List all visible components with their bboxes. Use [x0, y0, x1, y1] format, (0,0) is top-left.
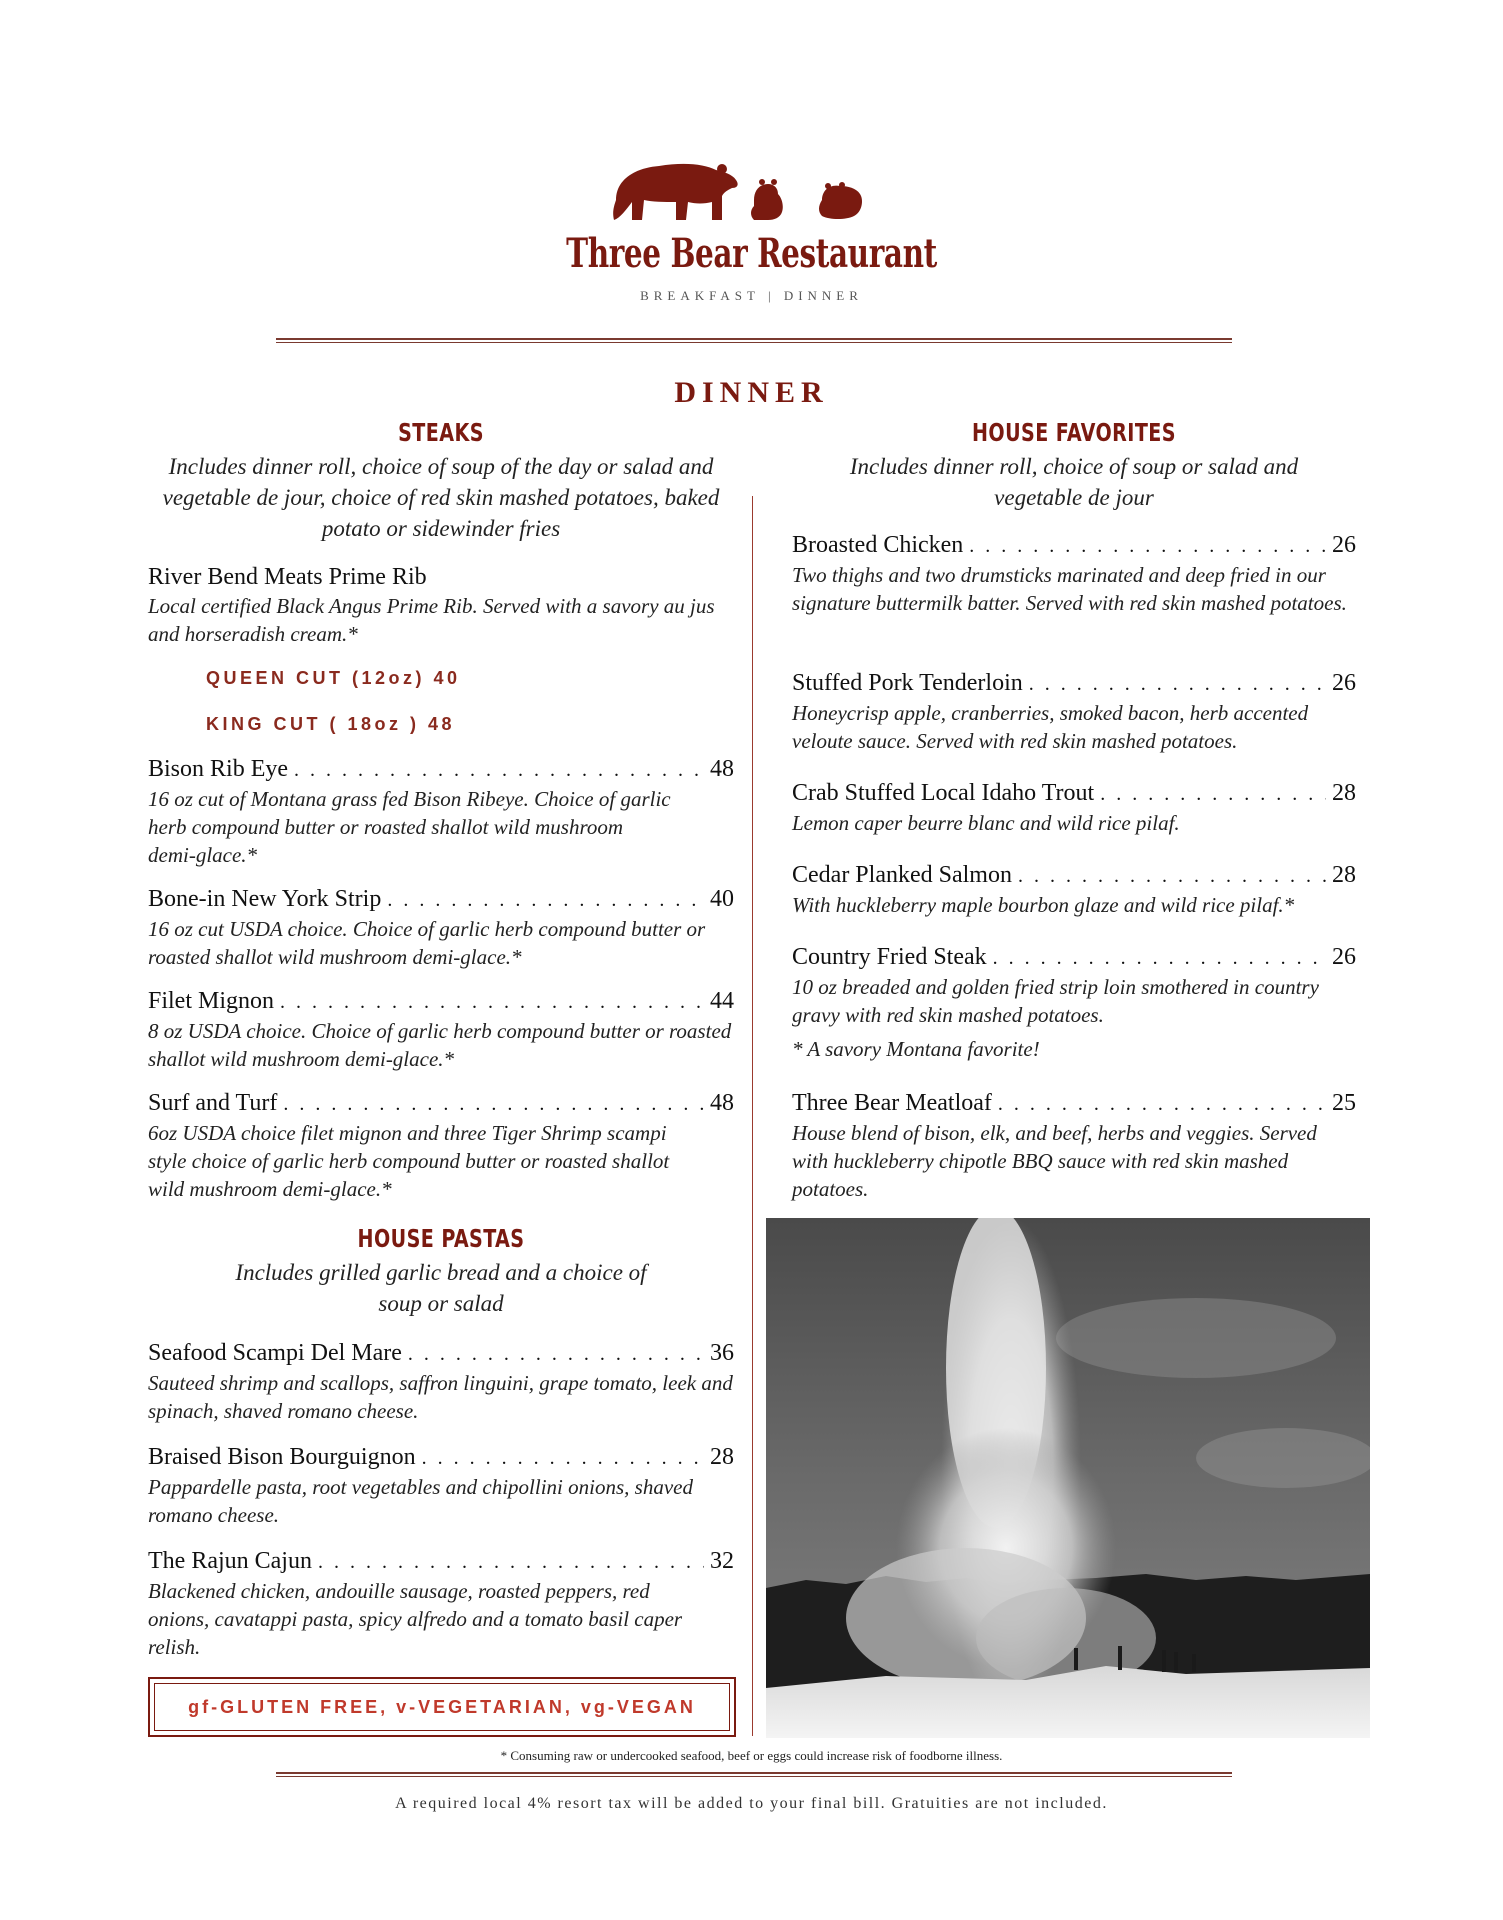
leader-dots	[280, 987, 704, 1017]
item-price: 48	[710, 756, 734, 782]
item-description: Local certified Black Angus Prime Rib. Served with a savory au jus and horseradish cream.*	[148, 594, 715, 646]
leader-dots	[422, 1443, 704, 1473]
item-price: 28	[710, 1444, 734, 1470]
item-note: * A savory Montana favorite!	[792, 1037, 1040, 1061]
leader-dots	[318, 1547, 704, 1577]
menu-item	[148, 1338, 734, 1425]
menu-item	[792, 778, 1356, 837]
column-divider	[752, 496, 753, 1736]
item-price: 25	[1332, 1090, 1356, 1116]
item-description: House blend of bison, elk, and beef, herbs and veggies. Served with huckleberry chipotle BBQ sauce with red skin mashed potatoes.	[792, 1121, 1317, 1201]
favorites-description: Includes dinner roll, choice of soup or salad and vegetable de jour	[849, 454, 1299, 510]
menu-item	[148, 1088, 734, 1203]
king-cut-option: KING CUT ( 18oz ) 48	[206, 714, 456, 734]
restaurant-name: Three Bear Restaurant	[566, 230, 937, 277]
three-bears-icon	[604, 140, 904, 240]
item-price: 28	[1332, 780, 1356, 806]
item-name: Bison Rib Eye	[148, 756, 289, 782]
menu-item-prime-rib	[148, 562, 734, 648]
item-name: River Bend Meats Prime Rib	[148, 564, 427, 590]
footer-divider	[276, 1772, 1232, 1774]
item-name: Braised Bison Bourguignon	[148, 1444, 416, 1470]
leader-dots	[1100, 779, 1326, 809]
steaks-title: STEAKS	[398, 418, 484, 447]
steaks-header	[148, 418, 734, 544]
dietary-key: gf-GLUTEN FREE, v-VEGETARIAN, vg-VEGAN	[154, 1683, 730, 1731]
item-price: 32	[710, 1548, 734, 1574]
menu-item	[148, 986, 734, 1073]
menu-item	[792, 942, 1356, 1063]
item-name: Surf and Turf	[148, 1090, 278, 1116]
item-price: 26	[1332, 532, 1356, 558]
item-name: Bone-in New York Strip	[148, 886, 382, 912]
item-price: 36	[710, 1340, 734, 1366]
item-price: 26	[1332, 944, 1356, 970]
tax-note: A required local 4% resort tax will be added to your final bill. Gratuities are not included.	[395, 1795, 1108, 1812]
item-description: Blackened chicken, andouille sausage, roasted peppers, red onions, cavatappi pasta, spicy alfredo and a tomato basil caper relish.	[148, 1579, 683, 1659]
geyser-photo	[766, 1218, 1370, 1738]
leader-dots	[969, 531, 1326, 561]
item-price: 40	[710, 886, 734, 912]
item-description: 16 oz cut USDA choice. Choice of garlic herb compound butter or roasted shallot wild mushroom demi-glace.*	[148, 917, 706, 969]
menu-item	[792, 860, 1356, 919]
right-column	[792, 418, 1356, 1218]
steaks-description: Includes dinner roll, choice of soup of the day or salad and vegetable de jour, choice of red skin mashed potatoes, baked potato or sidewinder fries	[162, 454, 720, 541]
favorites-header	[792, 418, 1356, 513]
leader-dots	[1018, 861, 1326, 891]
item-price: 28	[1332, 862, 1356, 888]
menu-title: DINNER	[674, 376, 829, 409]
item-description: 6oz USDA choice filet mignon and three Tiger Shrimp scampi style choice of garlic herb compound butter or roasted shallot wild mushroom demi-glace.*	[148, 1121, 670, 1201]
menu-item	[148, 754, 734, 869]
leader-dots	[993, 943, 1326, 973]
leader-dots	[294, 755, 704, 785]
dietary-key-box	[148, 1677, 736, 1737]
item-name: Stuffed Pork Tenderloin	[792, 670, 1023, 696]
item-price: 48	[710, 1090, 734, 1116]
item-name: Crab Stuffed Local Idaho Trout	[792, 780, 1095, 806]
item-name: Broasted Chicken	[792, 532, 964, 558]
item-description: Two thighs and two drumsticks marinated and deep fried in our signature buttermilk batter. Served with red skin mashed potatoes.	[792, 563, 1347, 615]
favorites-title: HOUSE FAVORITES	[972, 418, 1176, 447]
item-description: 10 oz breaded and golden fried strip loin smothered in country gravy with red skin mashed potatoes.	[792, 975, 1319, 1027]
item-price: 26	[1332, 670, 1356, 696]
menu-item	[148, 884, 734, 971]
menu-item	[148, 1546, 734, 1661]
item-description: With huckleberry maple bourbon glaze and wild rice pilaf.*	[792, 893, 1295, 917]
item-name: Country Fried Steak	[792, 944, 987, 970]
item-description: Pappardelle pasta, root vegetables and chipollini onions, shaved romano cheese.	[148, 1475, 693, 1527]
menu-item	[148, 1442, 734, 1529]
item-description: 16 oz cut of Montana grass fed Bison Ribeye. Choice of garlic herb compound butter or roasted shallot wild mushroom demi-glace.*	[148, 787, 671, 867]
leader-dots	[1029, 669, 1326, 699]
pastas-description: Includes grilled garlic bread and a choice of soup or salad	[235, 1260, 647, 1316]
leader-dots	[387, 885, 704, 915]
pastas-title: HOUSE PASTAS	[357, 1224, 525, 1253]
item-name: Cedar Planked Salmon	[792, 862, 1012, 888]
food-safety-warning: * Consuming raw or undercooked seafood, beef or eggs could increase risk of foodborne illness.	[500, 1748, 1003, 1763]
leader-dots	[998, 1089, 1326, 1119]
item-description: Lemon caper beurre blanc and wild rice pilaf.	[792, 811, 1180, 835]
leader-dots	[408, 1339, 704, 1369]
menu-item	[792, 1088, 1356, 1203]
item-name: The Rajun Cajun	[148, 1548, 312, 1574]
item-name: Seafood Scampi Del Mare	[148, 1340, 402, 1366]
item-name: Three Bear Meatloaf	[792, 1090, 992, 1116]
left-column	[148, 418, 734, 1668]
item-description: Sauteed shrimp and scallops, saffron linguini, grape tomato, leek and spinach, shaved romano cheese.	[148, 1371, 733, 1423]
item-description: 8 oz USDA choice. Choice of garlic herb compound butter or roasted shallot wild mushroom demi-glace.*	[148, 1019, 732, 1071]
item-price: 44	[710, 988, 734, 1014]
item-description: Honeycrisp apple, cranberries, smoked bacon, herb accented veloute sauce. Served with red skin mashed potatoes.	[792, 701, 1309, 753]
queen-cut-option: QUEEN CUT (12oz) 40	[206, 668, 461, 688]
pastas-header	[148, 1224, 734, 1319]
header-divider	[276, 338, 1232, 340]
leader-dots	[283, 1089, 704, 1119]
menu-item	[792, 530, 1356, 617]
menu-item	[792, 668, 1356, 755]
item-name: Filet Mignon	[148, 988, 275, 1014]
restaurant-subtitle: BREAKFAST | DINNER	[640, 288, 863, 303]
